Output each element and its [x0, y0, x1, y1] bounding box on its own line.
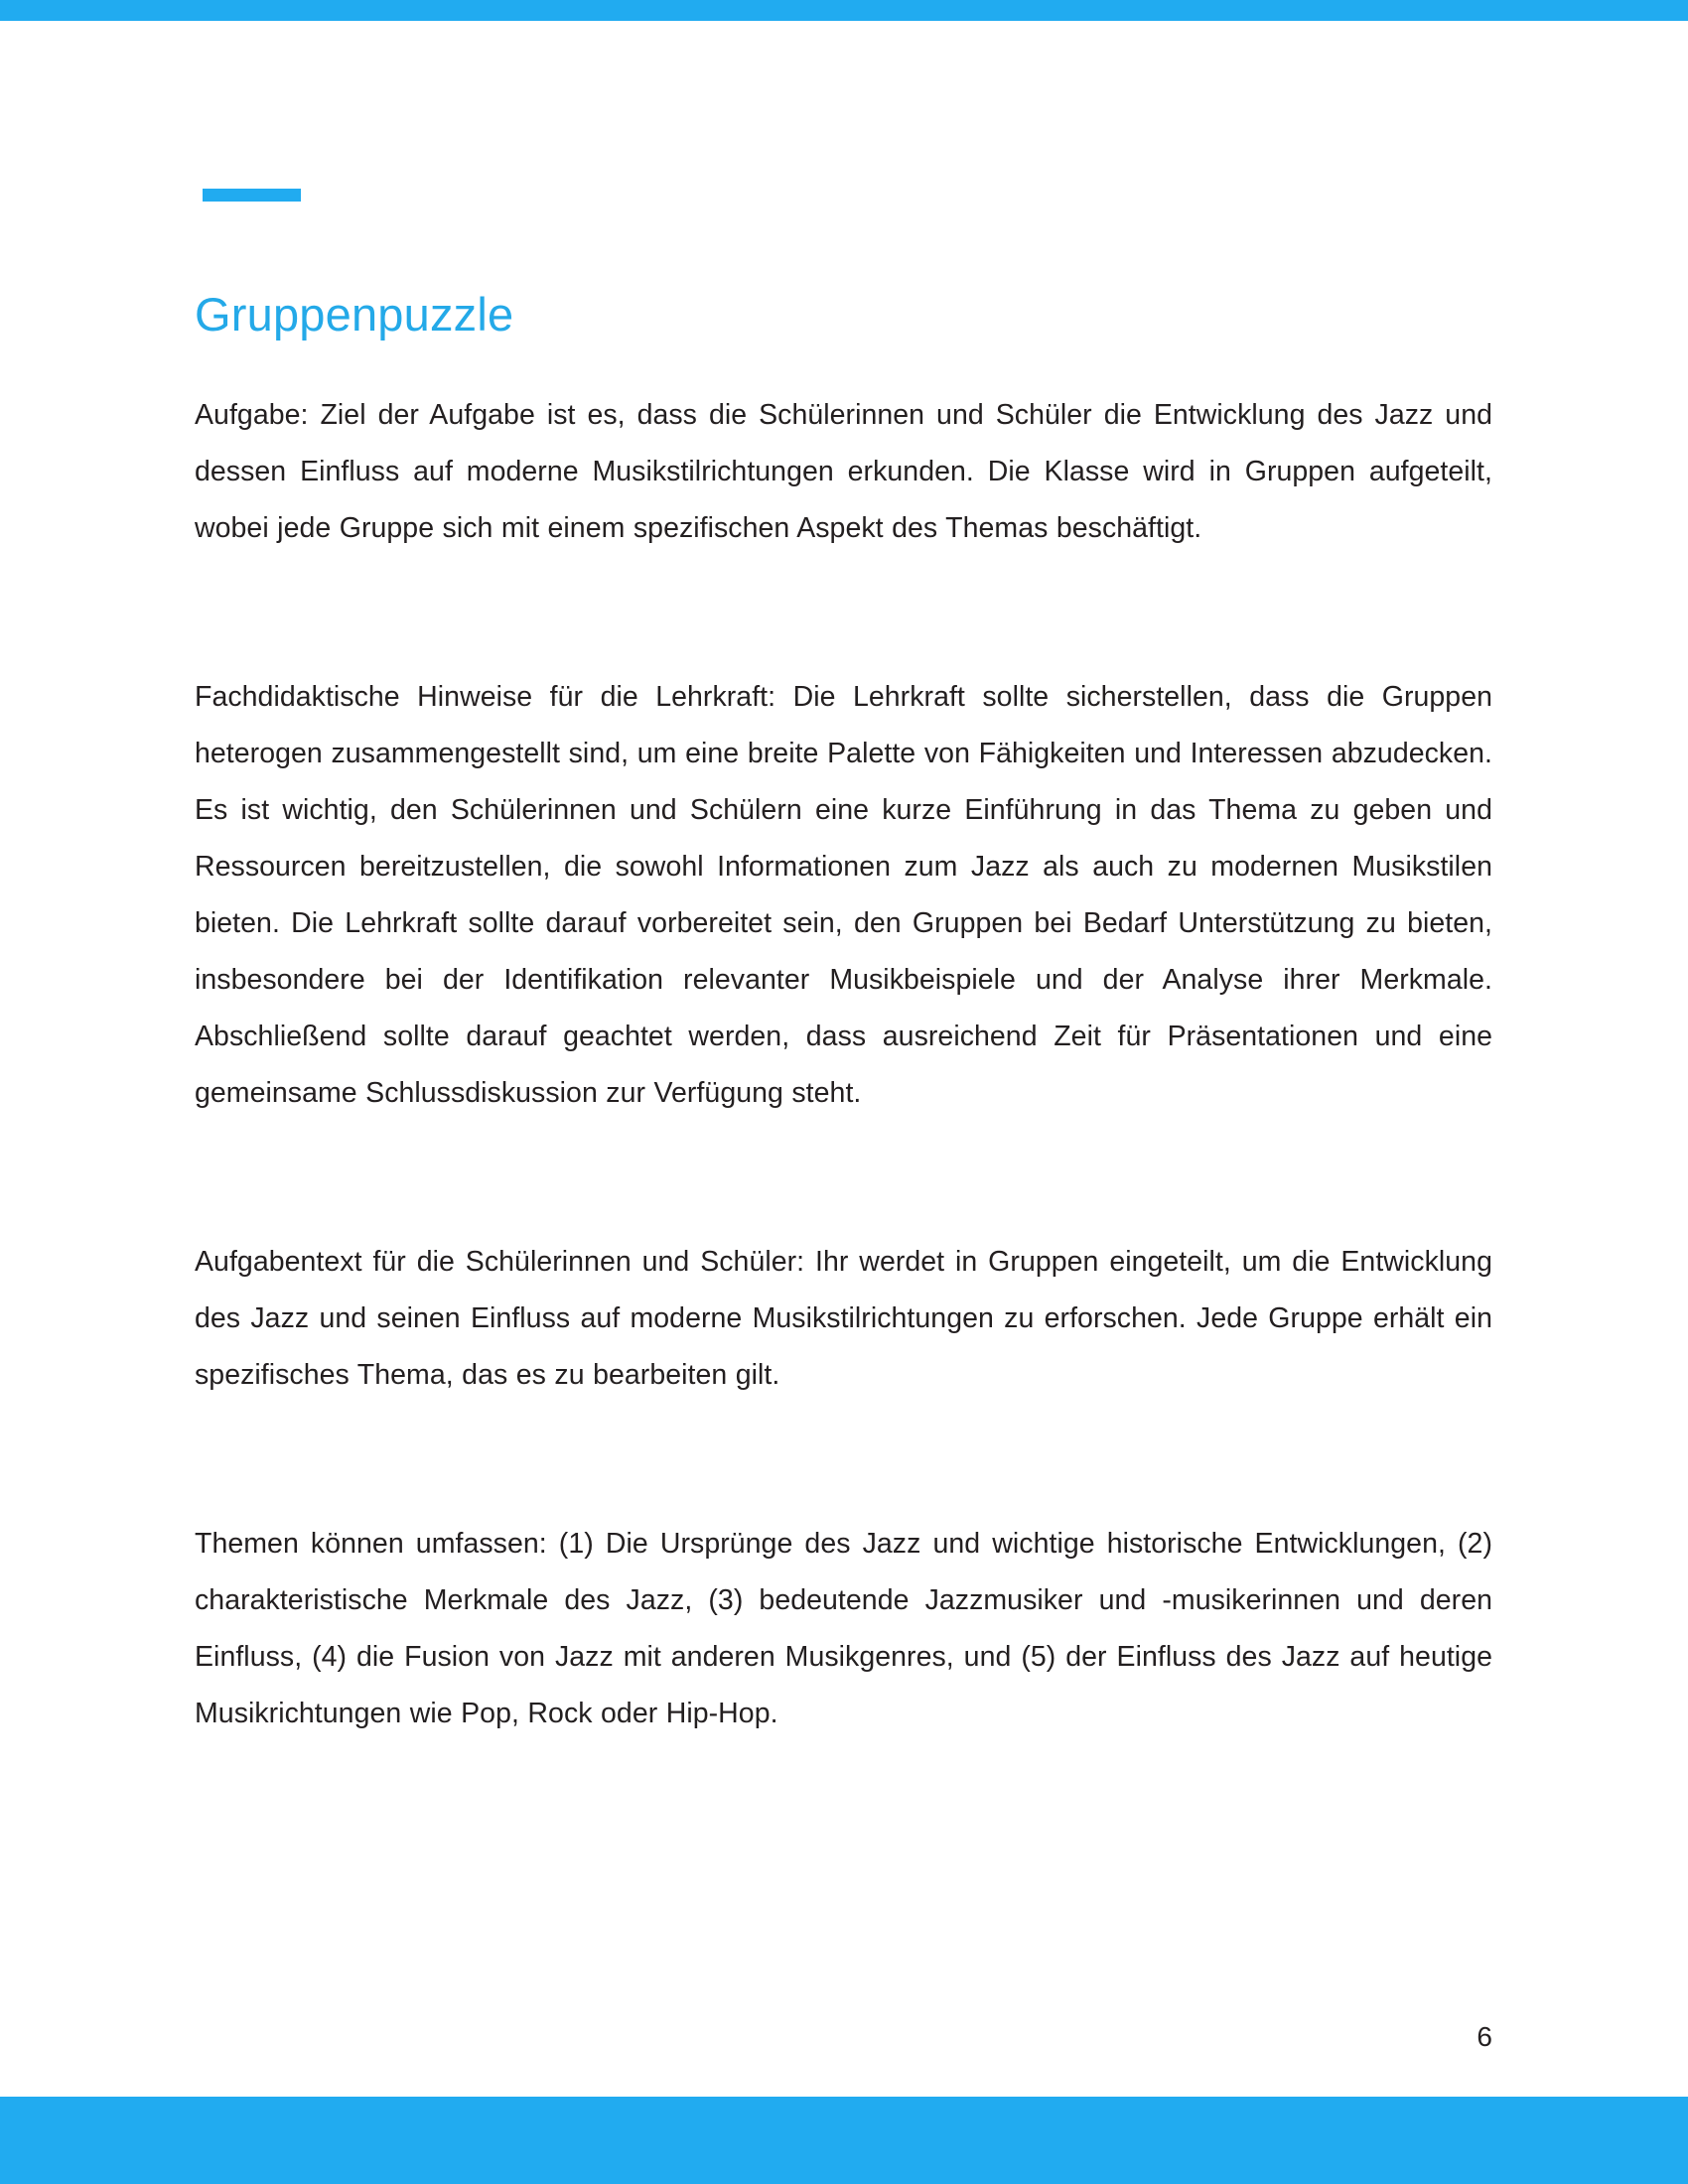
- paragraph-aufgabe: Aufgabe: Ziel der Aufgabe ist es, dass die Schülerinnen und Schüler die Entwicklung des Jazz und dessen Einfluss auf moderne Musikstilrichtungen erkunden. Die Klasse wird in Gruppen aufgeteilt, wobei jede Gruppe sich mit einem spezifischen Aspekt des Themas beschäftigt.: [195, 399, 1492, 544]
- top-accent-band: [0, 0, 1688, 21]
- paragraph-themen: Themen können umfassen: (1) Die Ursprünge des Jazz und wichtige historische Entwicklungen, (2) charakteristische Merkmale des Jazz, (3) bedeutende Jazzmusiker und -musikerinnen und deren Einfluss, (4) die Fusion von Jazz mit anderen Musikgenres, und (5) der Einfluss des Jazz auf heutige Musikrichtungen wie Pop, Rock oder Hip-Hop.: [195, 1528, 1492, 1729]
- paragraph-fachdidaktische-hinweise: Fachdidaktische Hinweise für die Lehrkraft: Die Lehrkraft sollte sicherstellen, dass die Gruppen heterogen zusammengestellt sind, um eine breite Palette von Fähigkeiten und Interessen abzudecken. Es ist wichtig, den Schülerinnen und Schülern eine kurze Einführung in das Thema zu geben und Ressourcen bereitzustellen, die sowohl Informationen zum Jazz als auch zu modernen Musikstilen bieten. Die Lehrkraft sollte darauf vorbereitet sein, den Gruppen bei Bedarf Unterstützung zu bieten, insbesondere bei der Identifikation relevanter Musikbeispiele und der Analyse ihrer Merkmale. Abschließend sollte darauf geachtet werden, dass ausreichend Zeit für Präsentationen und eine gemeinsame Schlussdiskussion zur Verfügung steht.: [195, 681, 1492, 1109]
- page-title: Gruppenpuzzle: [195, 288, 514, 341]
- paragraph-aufgabentext: Aufgabentext für die Schülerinnen und Schüler: Ihr werdet in Gruppen eingeteilt, um die Entwicklung des Jazz und seinen Einfluss auf moderne Musikstilrichtungen zu erforschen. Jede Gruppe erhält ein spezifisches Thema, das es zu bearbeiten gilt.: [195, 1246, 1492, 1391]
- page-number: 6: [1477, 2021, 1492, 2052]
- document-content: [195, 286, 1492, 1742]
- bottom-accent-band: [0, 2097, 1688, 2184]
- title-accent-rule: [203, 189, 301, 202]
